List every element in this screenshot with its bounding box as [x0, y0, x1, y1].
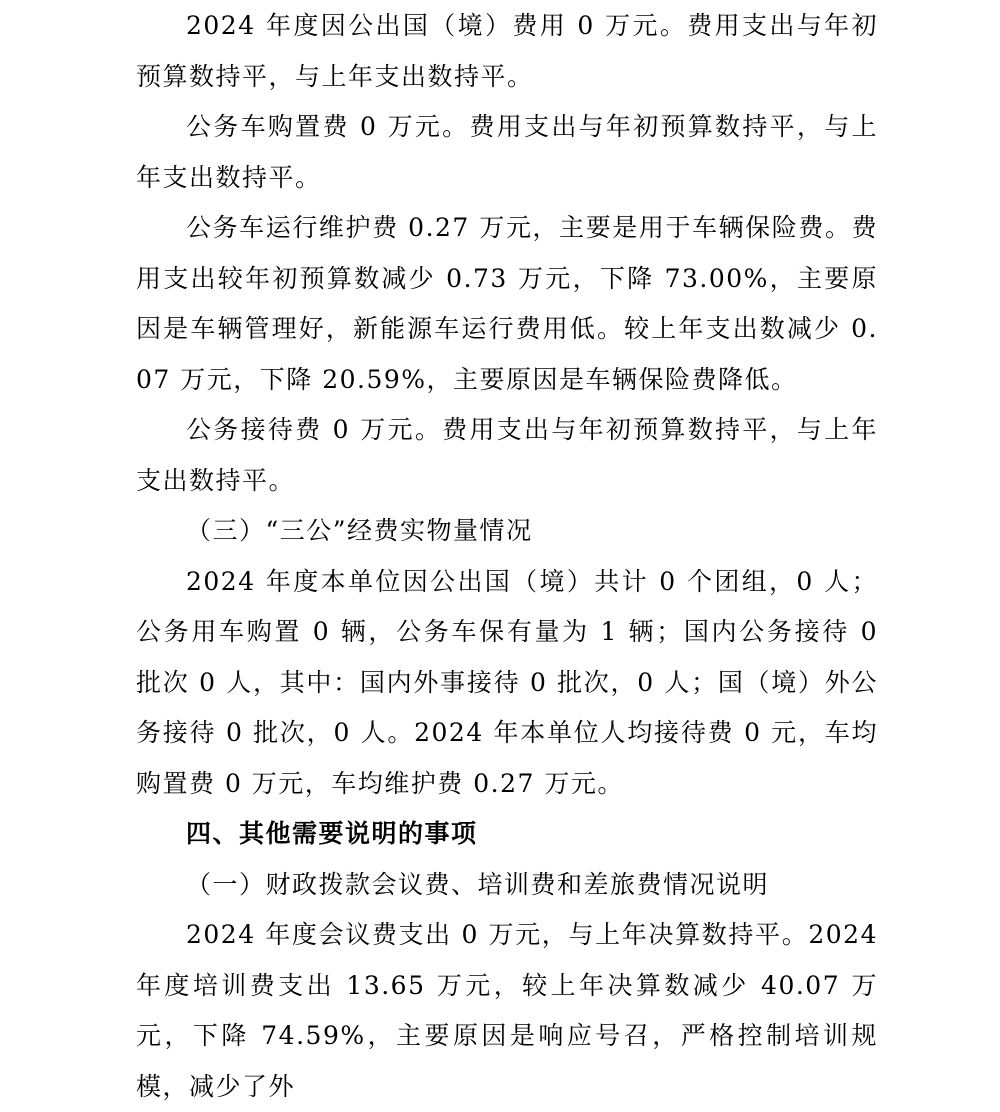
- paragraph-overseas-travel: 2024 年度因公出国（境）费用 0 万元。费用支出与年初预算数持平，与上年支出数持平。: [136, 11, 878, 91]
- paragraph-vehicle-purchase: 公务车购置费 0 万元。费用支出与年初预算数持平，与上年支出数持平。: [136, 112, 878, 192]
- paragraph-vehicle-maintenance: 公务车运行维护费 0.27 万元，主要是用于车辆保险费。费用支出较年初预算数减少 0.73 万元，下降 73.00%，主要原因是车辆管理好，新能源车运行费用低。较上年支出数减少 0.07 万元，下降 20.59%，主要原因是车辆保险费降低。: [136, 213, 878, 394]
- section-heading-other-matters: 四、其他需要说明的事项: [186, 819, 478, 848]
- subheading-meeting-training-travel: （一）财政拨款会议费、培训费和差旅费情况说明: [186, 869, 770, 899]
- paragraph-meeting-training: 2024 年度会议费支出 0 万元，与上年决算数持平。2024 年度培训费支出 13.65 万元，较上年决算数减少 40.07 万元，下降 74.59%，主要原因是响应号召，严格控制培训规模，减少了外: [136, 920, 878, 1101]
- paragraph-physical-quantity: 2024 年度本单位因公出国（境）共计 0 个团组，0 人；公务用车购置 0 辆，公务车保有量为 1 辆；国内公务接待 0 批次 0 人，其中：国内外事接待 0 批次，0 人；国（境）外公务接待 0 批次，0 人。2024 年本单位人均接待费 0 元，车均购置费 0 万元，车均维护费 0.27 万元。: [136, 566, 878, 798]
- document-page: [136, 0, 878, 1112]
- subheading-physical-quantity: （三）“三公”经费实物量情况: [186, 516, 533, 545]
- paragraph-official-reception: 公务接待费 0 万元。费用支出与年初预算数持平，与上年支出数持平。: [136, 415, 878, 495]
